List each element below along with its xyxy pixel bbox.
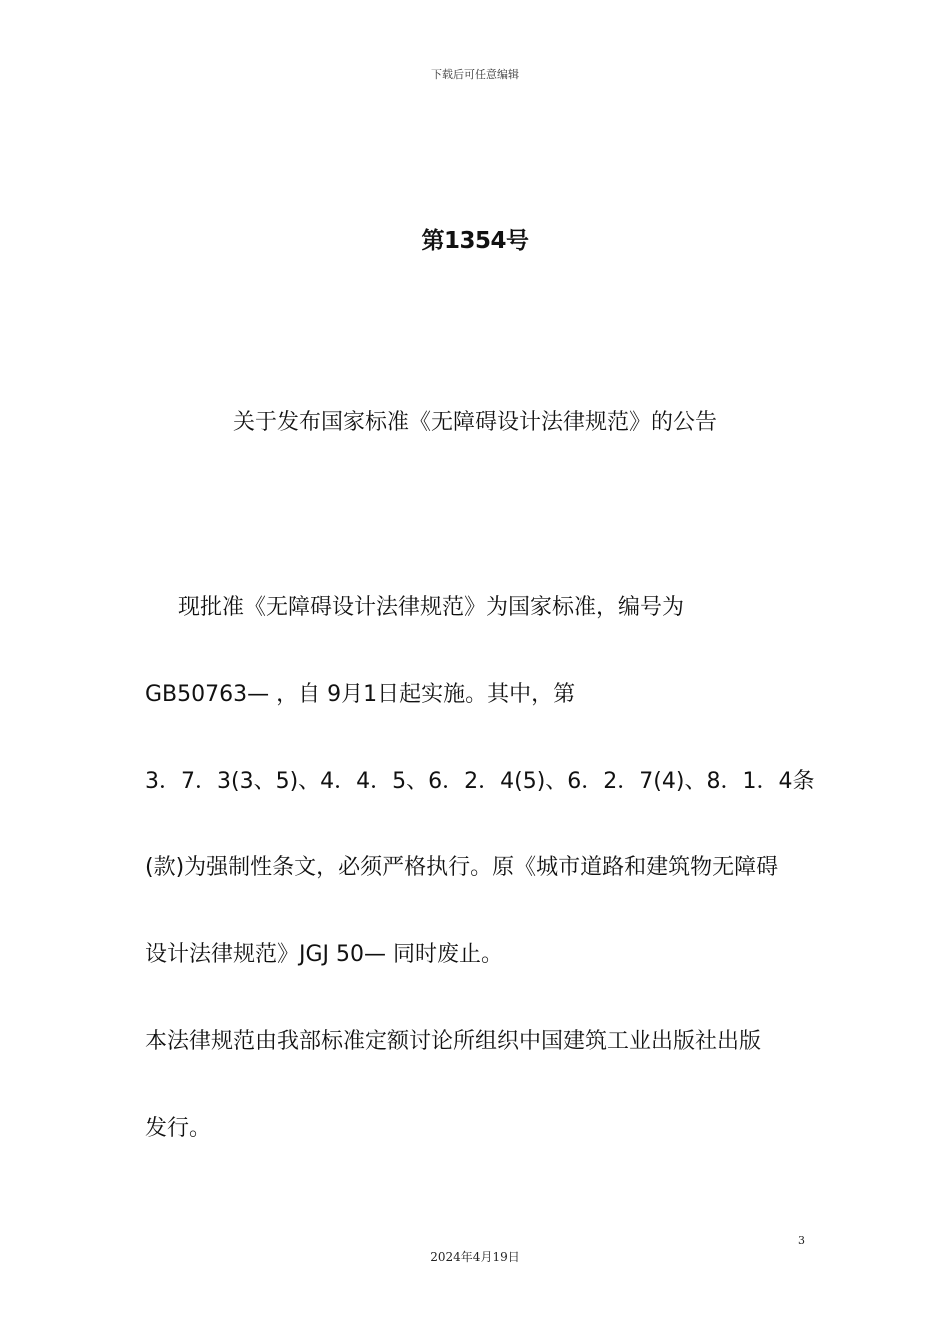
header-note: 下载后可任意编辑 xyxy=(431,68,519,81)
body-paragraph-line: 设计法律规范》JGJ 50— 同时废止。 xyxy=(145,942,504,967)
footer-date: 2024年4月19日 xyxy=(430,1250,520,1264)
body-paragraph-line: 现批准《无障碍设计法律规范》为国家标准，编号为 xyxy=(178,595,685,620)
body-paragraph-line: (款)为强制性条文，必须严格执行。原《城市道路和建筑物无障碍 xyxy=(145,855,779,880)
document-number: 第1354号 xyxy=(421,228,529,254)
document-title: 关于发布国家标准《无障碍设计法律规范》的公告 xyxy=(232,410,717,435)
body-paragraph-line: 3．7．3(3、5)、4．4．5、6．2．4(5)、6．2．7(4)、8．1．4条 xyxy=(145,769,815,794)
page-number: 3 xyxy=(798,1234,805,1247)
body-paragraph-line: 本法律规范由我部标准定额讨论所组织中国建筑工业出版社出版 xyxy=(145,1029,762,1054)
body-paragraph-line: 发行。 xyxy=(145,1116,212,1141)
body-paragraph-line: GB50763— ，自 9月1日起实施。其中，第 xyxy=(145,682,576,707)
